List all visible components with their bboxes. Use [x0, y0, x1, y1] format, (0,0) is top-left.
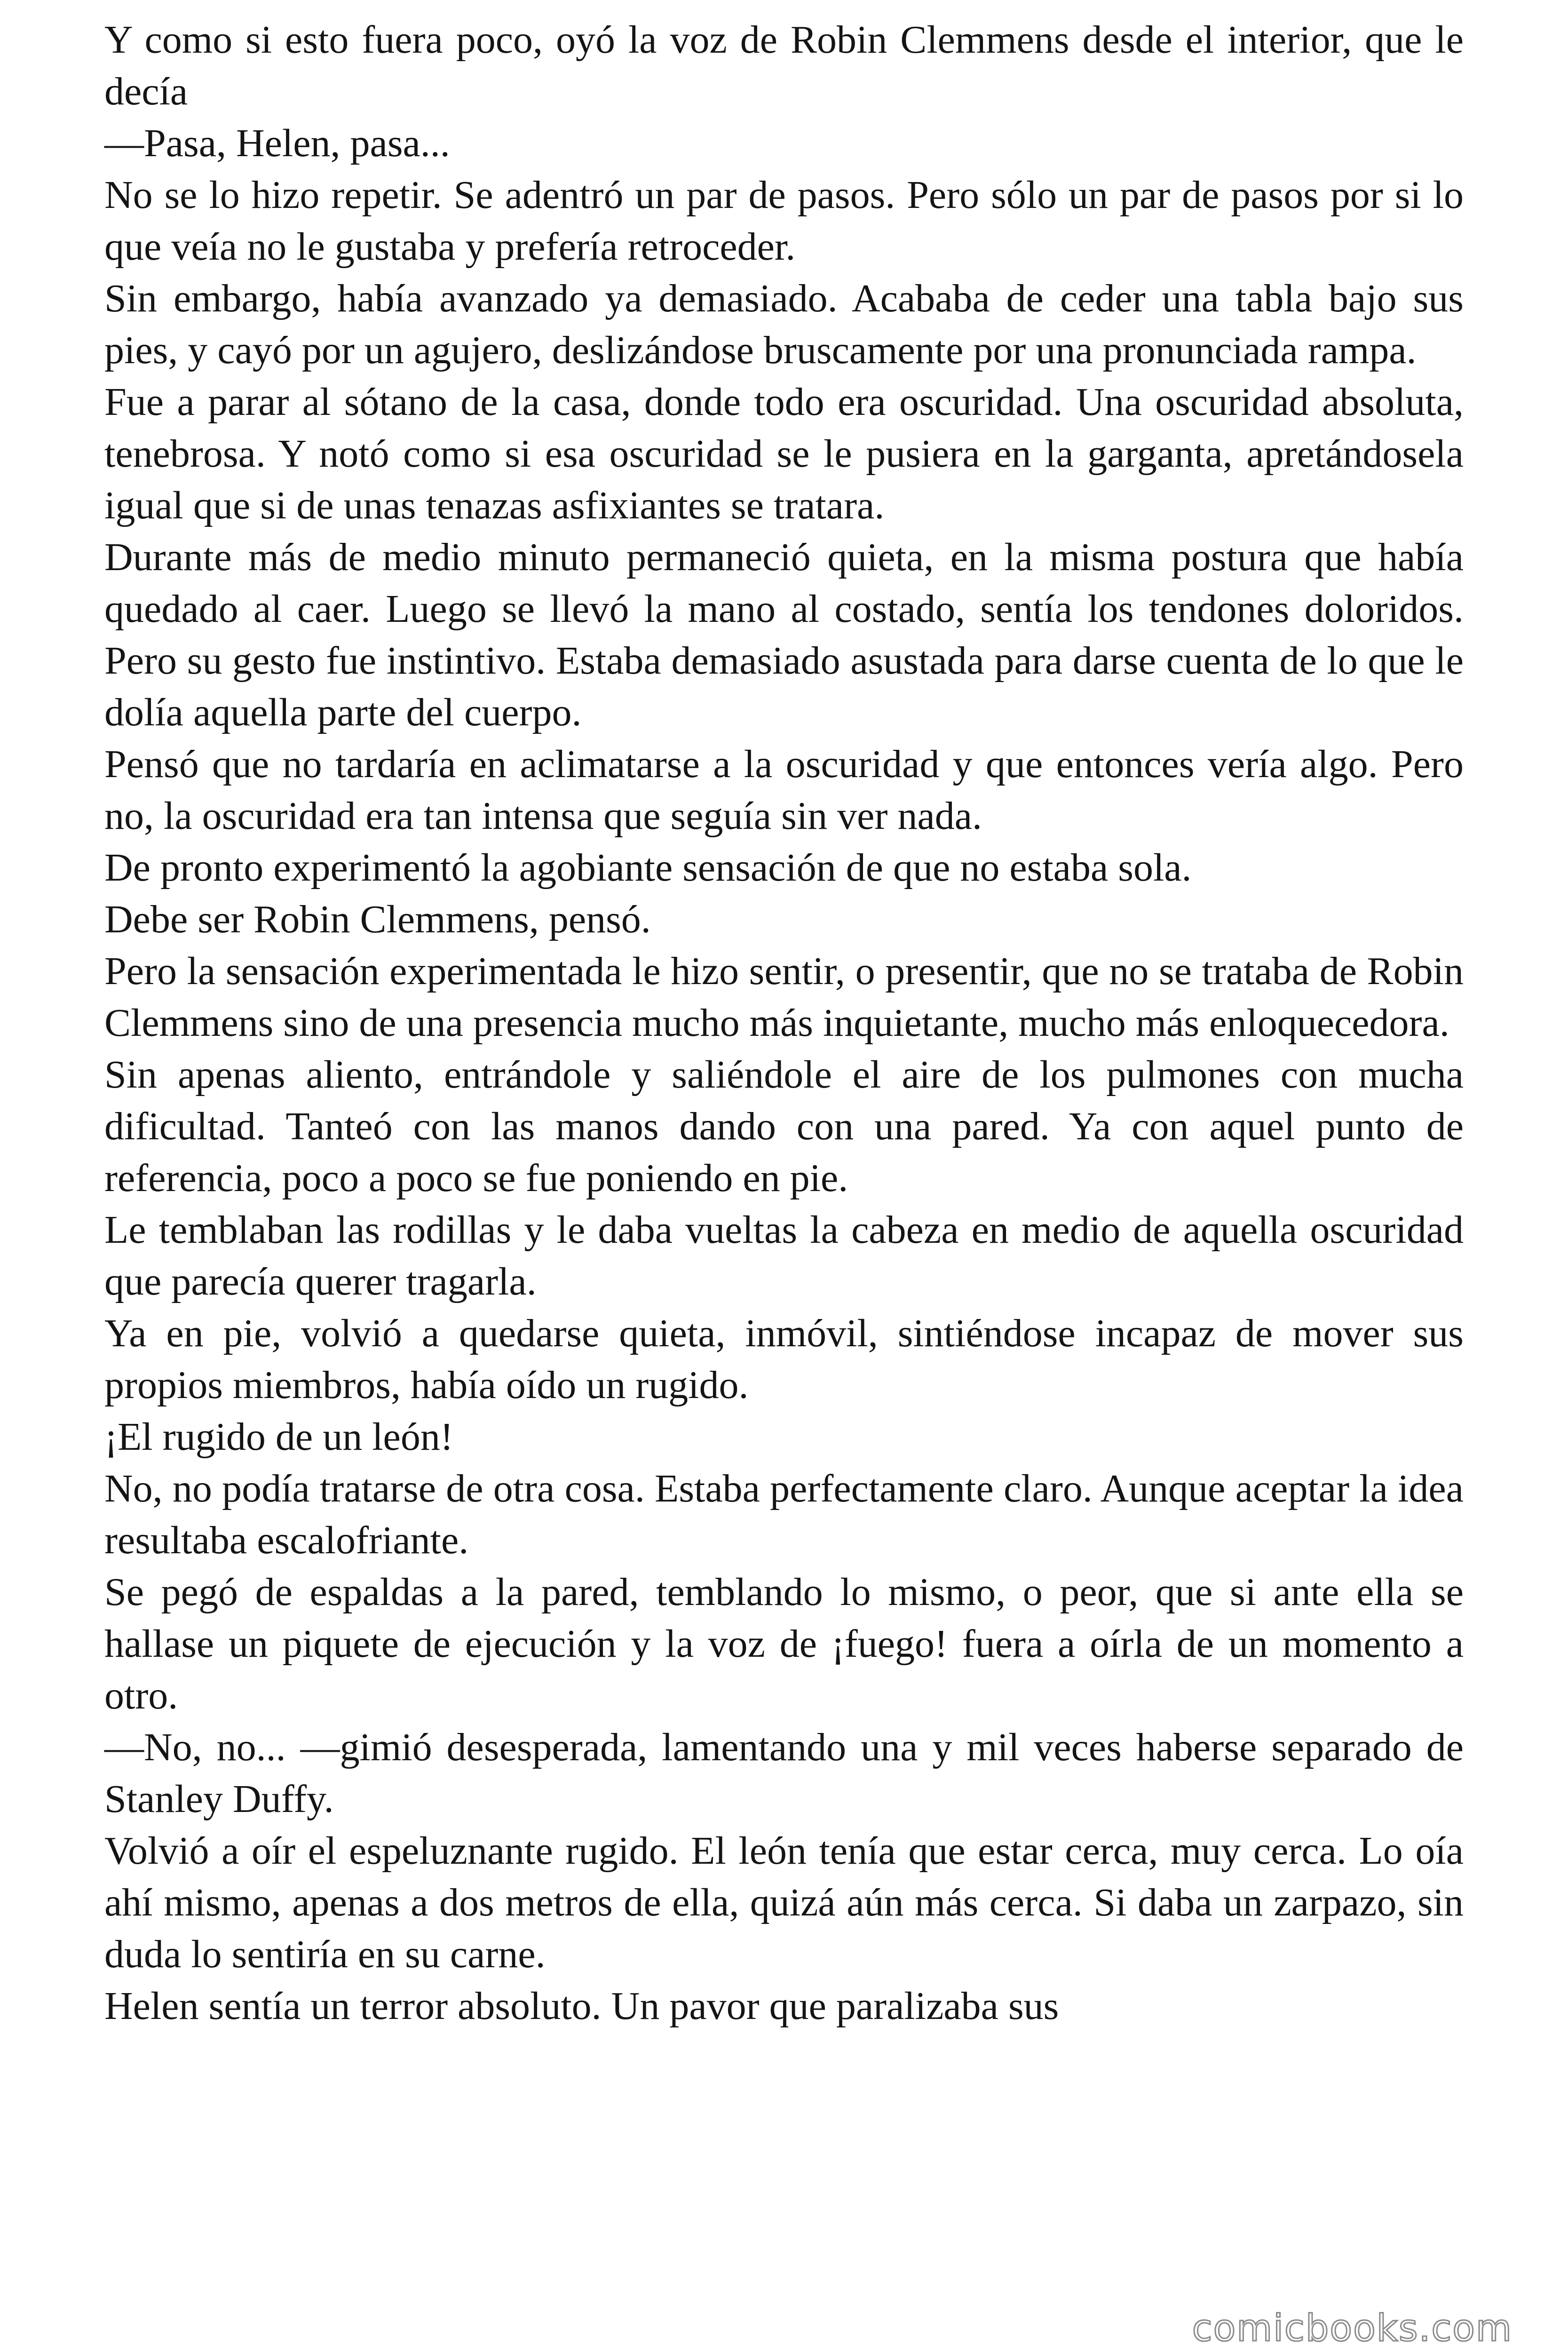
paragraph: De pronto experimentó la agobiante sensación de que no estaba sola.	[104, 846, 1192, 890]
paragraph: Sin embargo, había avanzado ya demasiado. Acababa de ceder una tabla bajo sus pies, y cayó por un agujero, deslizándose bruscamente por una pronunciada rampa.	[104, 277, 1464, 372]
paragraph: Sin apenas aliento, entrándole y saliéndole el aire de los pulmones con mucha dificultad. Tanteó con las manos dando con una pared. Ya con aquel punto de referencia, poco a poco se fue poniendo en pie.	[104, 1053, 1464, 1200]
paragraph: No, no podía tratarse de otra cosa. Estaba perfectamente claro. Aunque aceptar la idea resultaba escalofriante.	[104, 1467, 1464, 1562]
watermark-logo: comicbooks.com	[1192, 2307, 1513, 2350]
paragraph: —Pasa, Helen, pasa...	[104, 121, 450, 165]
paragraph: Y como si esto fuera poco, oyó la voz de Robin Clemmens desde el interior, que le decía	[104, 18, 1464, 113]
paragraph: Pensó que no tardaría en aclimatarse a la oscuridad y que entonces vería algo. Pero no, la oscuridad era tan intensa que seguía sin ver nada.	[104, 742, 1464, 838]
paragraph: Se pegó de espaldas a la pared, temblando lo mismo, o peor, que si ante ella se hallase un piquete de ejecución y la voz de ¡fuego! fuera a oírla de un momento a otro.	[104, 1570, 1464, 1717]
paragraph: Helen sentía un terror absoluto. Un pavor que paralizaba sus	[104, 1984, 1059, 2028]
paragraph: —No, no... —gimió desesperada, lamentando una y mil veces haberse separado de Stanley Duffy.	[104, 1725, 1464, 1821]
paragraph: Fue a parar al sótano de la casa, donde todo era oscuridad. Una oscuridad absoluta, tenebrosa. Y notó como si esa oscuridad se le pusiera en la garganta, apretándosela igual que si de unas tenazas asfixiantes se tratara.	[104, 380, 1464, 527]
book-page-text	[104, 14, 1464, 2032]
paragraph: Le temblaban las rodillas y le daba vueltas la cabeza en medio de aquella oscuridad que parecía querer tragarla.	[104, 1208, 1464, 1303]
paragraph: ¡El rugido de un león!	[104, 1415, 453, 1459]
paragraph: Volvió a oír el espeluznante rugido. El león tenía que estar cerca, muy cerca. Lo oía ahí mismo, apenas a dos metros de ella, quizá aún más cerca. Si daba un zarpazo, sin duda lo sentiría en su carne.	[104, 1829, 1464, 1976]
paragraph: Ya en pie, volvió a quedarse quieta, inmóvil, sintiéndose incapaz de mover sus propios miembros, había oído un rugido.	[104, 1311, 1464, 1407]
paragraph: Durante más de medio minuto permaneció quieta, en la misma postura que había quedado al caer. Luego se llevó la mano al costado, sentía los tendones doloridos. Pero su gesto fue instintivo. Estaba demasiado asustada para darse cuenta de lo que le dolía aquella parte del cuerpo.	[104, 535, 1464, 734]
paragraph: No se lo hizo repetir. Se adentró un par de pasos. Pero sólo un par de pasos por si lo que veía no le gustaba y prefería retroceder.	[104, 173, 1464, 269]
paragraph: Pero la sensación experimentada le hizo sentir, o presentir, que no se trataba de Robin Clemmens sino de una presencia mucho más inquietante, mucho más enloquecedora.	[104, 949, 1464, 1045]
paragraph: Debe ser Robin Clemmens, pensó.	[104, 898, 651, 941]
